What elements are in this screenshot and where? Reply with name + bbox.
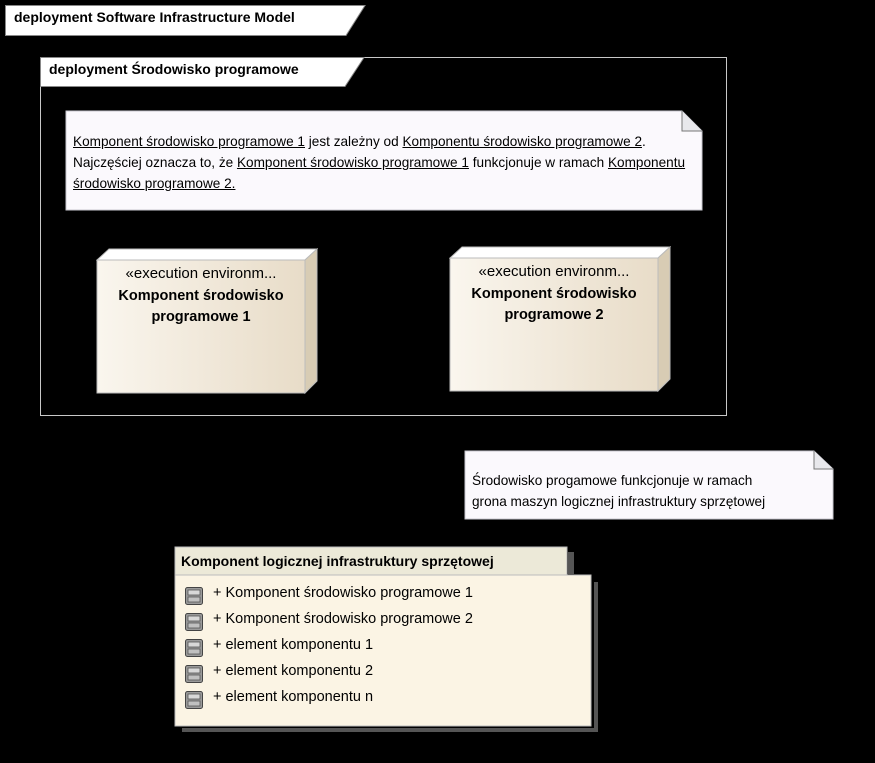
package-item[interactable] [183,584,583,606]
node-execution-environment-1[interactable] [96,248,318,394]
package-item-label: + element komponentu 2 [213,663,374,679]
inner-frame-title: deployment Środowisko programowe [49,61,299,77]
package-item-label: + element komponentu 1 [213,637,374,653]
component-icon [183,611,205,633]
note-link[interactable]: Komponent środowisko programowe 1 [73,134,305,149]
note-bottom[interactable] [463,449,835,521]
node-name-line1: Komponent środowisko [118,288,284,304]
package-item[interactable] [183,636,583,658]
node-name-line1: Komponent środowisko [471,286,637,302]
node-stereotype: «execution environm... [478,263,630,280]
package-item-label: + Komponent środowisko programowe 1 [213,585,473,601]
note-top-text [73,131,695,194]
package-item-label: + Komponent środowisko programowe 2 [213,611,473,627]
note-bottom-line1: Środowisko progamowe funkcjonuje w ramach [472,473,753,488]
package-item-label: + element komponentu n [213,689,374,705]
note-text-run: jest zależny od [304,134,403,149]
node-name-line2: programowe 1 [151,309,251,325]
note-top[interactable] [64,109,704,212]
component-icon [183,637,205,659]
note-text-run: . Najczęściej oznacza to, że [73,134,646,170]
package-title: Komponent logicznej infrastruktury sprzętowej [181,553,494,569]
note-link[interactable]: Komponent środowisko programowe 1 [236,155,469,170]
node-execution-environment-2[interactable] [449,246,671,392]
outer-frame-title: deployment Software Infrastructure Model [14,9,295,25]
node-name-line2: programowe 2 [504,307,604,323]
component-icon [183,585,205,607]
note-text-run: funkcjonuje w ramach [468,155,608,170]
package-item[interactable] [183,688,583,710]
note-bottom-line2: grona maszyn logicznej infrastruktury sprzętowej [472,494,766,509]
component-icon [183,689,205,711]
note-link[interactable]: Komponentu środowisko programowe 2 [402,134,642,149]
component-icon [183,663,205,685]
note-link[interactable]: Komponentu środowisko programowe 2. [73,155,686,191]
package-item[interactable] [183,610,583,632]
package-item[interactable] [183,662,583,684]
node-stereotype: «execution environm... [125,265,277,282]
